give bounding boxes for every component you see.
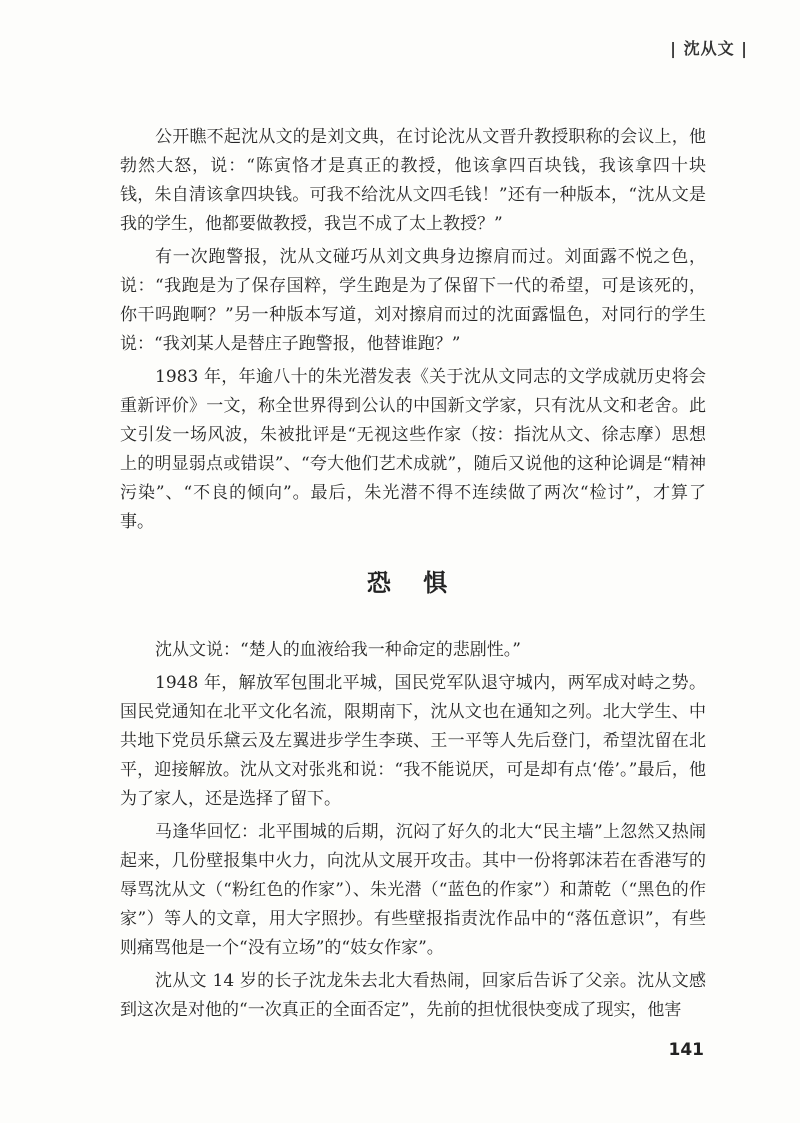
- paragraph: 公开瞧不起沈从文的是刘文典，在讨论沈从文晋升教授职称的会议上，他勃然大怒，说：“陈寅恪才是真正的教授，他该拿四百块钱，我该拿四十块钱，朱自清该拿四块钱。可我不给沈从文四毛钱！”还有一种版本，“沈从文是我的学生，他都要做教授，我岂不成了太上教授？”: [120, 127, 706, 234]
- paragraph: 沈从文说：“楚人的血液给我一种命定的悲剧性。”: [155, 640, 521, 660]
- body-text: [120, 123, 706, 1029]
- paragraph: 1948 年，解放军包围北平城，国民党军队退守城内，两军成对峙之势。国民党通知在北平文化名流，限期南下，沈从文也在通知之列。北大学生、中共地下党员乐黛云及左翼进步学生李瑛、王一平等人先后登门，希望沈留在北平，迎接解放。沈从文对张兆和说：“我不能说厌，可是却有点‘倦’。”最后，他为了家人，还是选择了留下。: [120, 673, 706, 809]
- running-head: | 沈从文 |: [670, 39, 748, 58]
- paragraph: 马逢华回忆：北平围城的后期，沉闷了好久的北大“民主墙”上忽然又热闹起来，几份壁报集中火力，向沈从文展开攻击。其中一份将郭沫若在香港写的辱骂沈从文（“粉红色的作家”）、朱光潜（“蓝色的作家”）和萧乾（“黑色的作家”）等人的文章，用大字照抄。有些壁报指责沈作品中的“落伍意识”，有些则痛骂他是一个“没有立场”的“妓女作家”。: [120, 822, 706, 958]
- paragraph: 沈从文 14 岁的长子沈龙朱去北大看热闹，回家后告诉了父亲。沈从文感到这次是对他的“一次真正的全面否定”，先前的担忧很快变成了现实，他害: [120, 971, 706, 1020]
- page-number: 141: [668, 1040, 704, 1060]
- paragraph: 有一次跑警报，沈从文碰巧从刘文典身边擦肩而过。刘面露不悦之色，说：“我跑是为了保存国粹，学生跑是为了保留下一代的希望，可是该死的，你干吗跑啊？”另一种版本写道，刘对擦肩而过的沈面露愠色，对同行的学生说：“我刘某人是替庄子跑警报，他替谁跑？”: [120, 247, 706, 354]
- paragraph: 1983 年，年逾八十的朱光潜发表《关于沈从文同志的文学成就历史将会重新评价》一文，称全世界得到公认的中国新文学家，只有沈从文和老舍。此文引发一场风波，朱被批评是“无视这些作家（按：指沈从文、徐志摩）思想上的明显弱点或错误”、“夸大他们艺术成就”，随后又说他的这种论调是“精神污染”、“不良的倾向”。最后，朱光潜不得不连续做了两次“检讨”，才算了事。: [120, 367, 706, 532]
- section-title: 恐 惧: [366, 568, 460, 597]
